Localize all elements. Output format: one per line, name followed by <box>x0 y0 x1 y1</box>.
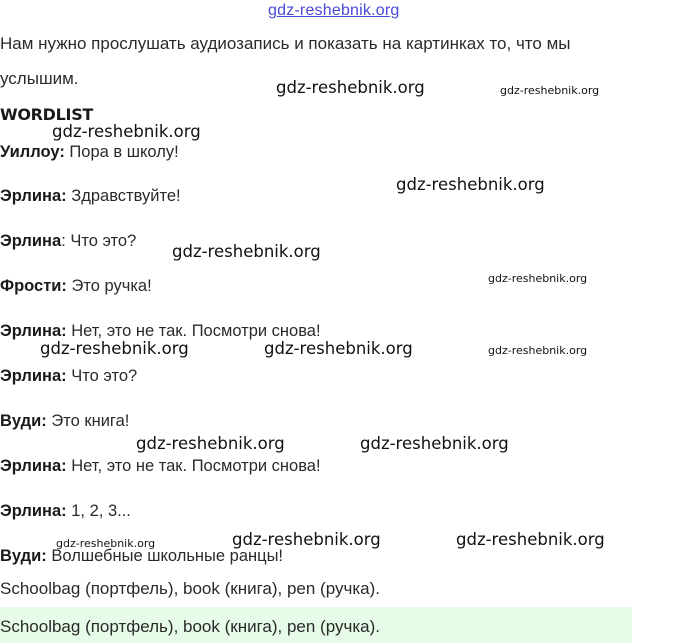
dialogue-line <box>0 457 321 476</box>
dialogue-text: 1, 2, 3... <box>66 502 131 520</box>
watermark: gdz-reshebnik.org <box>276 78 425 97</box>
dialogue-text: Пора в школу! <box>64 143 179 161</box>
speaker-name: Уиллоу: <box>0 143 65 161</box>
wordlist-heading: WORDLIST <box>0 105 94 124</box>
site-title-link[interactable]: gdz-reshebnik.org <box>268 2 400 19</box>
dialogue-line <box>0 232 136 251</box>
watermark: gdz-reshebnik.org <box>40 339 189 358</box>
watermark: gdz-reshebnik.org <box>136 434 285 453</box>
dialogue-line <box>0 277 152 296</box>
speaker-name: Вуди: <box>0 412 47 430</box>
speaker-name: Эрлина: <box>0 457 67 475</box>
speaker-name: Эрлина: <box>0 367 67 385</box>
speaker-name: Эрлина: <box>0 187 67 205</box>
watermark: gdz-reshebnik.org <box>172 242 321 261</box>
dialogue-text: Волшебные школьные ранцы! <box>46 547 284 565</box>
speaker-name: Эрлина <box>0 232 62 250</box>
watermark: gdz-reshebnik.org <box>500 84 600 97</box>
watermark: gdz-reshebnik.org <box>264 339 413 358</box>
watermark: gdz-reshebnik.org <box>56 537 156 550</box>
dialogue-text: Здравствуйте! <box>66 187 181 205</box>
speaker-name: Вуди: <box>0 547 47 565</box>
intro-line-1: Нам нужно прослушать аудиозапись и показать на картинках то, что мы <box>0 34 571 53</box>
answer-text: Schoolbag (портфель), book (книга), pen (ручка). <box>0 579 380 598</box>
dialogue-line <box>0 502 131 521</box>
dialogue-line <box>0 187 181 206</box>
answer-highlight-text: Schoolbag (портфель), book (книга), pen (ручка). <box>0 617 380 636</box>
dialogue-text: Это книга! <box>46 412 130 430</box>
dialogue-text: Что это? <box>66 367 138 385</box>
dialogue-text: : Что это? <box>61 232 137 250</box>
answer-highlight <box>0 607 632 643</box>
speaker-name: Фрости: <box>0 277 67 295</box>
watermark: gdz-reshebnik.org <box>488 272 588 285</box>
dialogue-text: Нет, это не так. Посмотри снова! <box>66 457 321 475</box>
watermark: gdz-reshebnik.org <box>488 344 588 357</box>
watermark: gdz-reshebnik.org <box>232 530 381 549</box>
watermark: gdz-reshebnik.org <box>360 434 509 453</box>
dialogue-text: Нет, это не так. Посмотри снова! <box>66 322 321 340</box>
speaker-name: Эрлина: <box>0 322 67 340</box>
intro-line-2: услышим. <box>0 69 79 88</box>
watermark: gdz-reshebnik.org <box>396 175 545 194</box>
dialogue-line <box>0 143 179 162</box>
dialogue-line <box>0 412 129 431</box>
watermark: gdz-reshebnik.org <box>52 122 201 141</box>
speaker-name: Эрлина: <box>0 502 67 520</box>
dialogue-text: Это ручка! <box>66 277 152 295</box>
dialogue-line <box>0 367 137 386</box>
watermark: gdz-reshebnik.org <box>456 530 605 549</box>
